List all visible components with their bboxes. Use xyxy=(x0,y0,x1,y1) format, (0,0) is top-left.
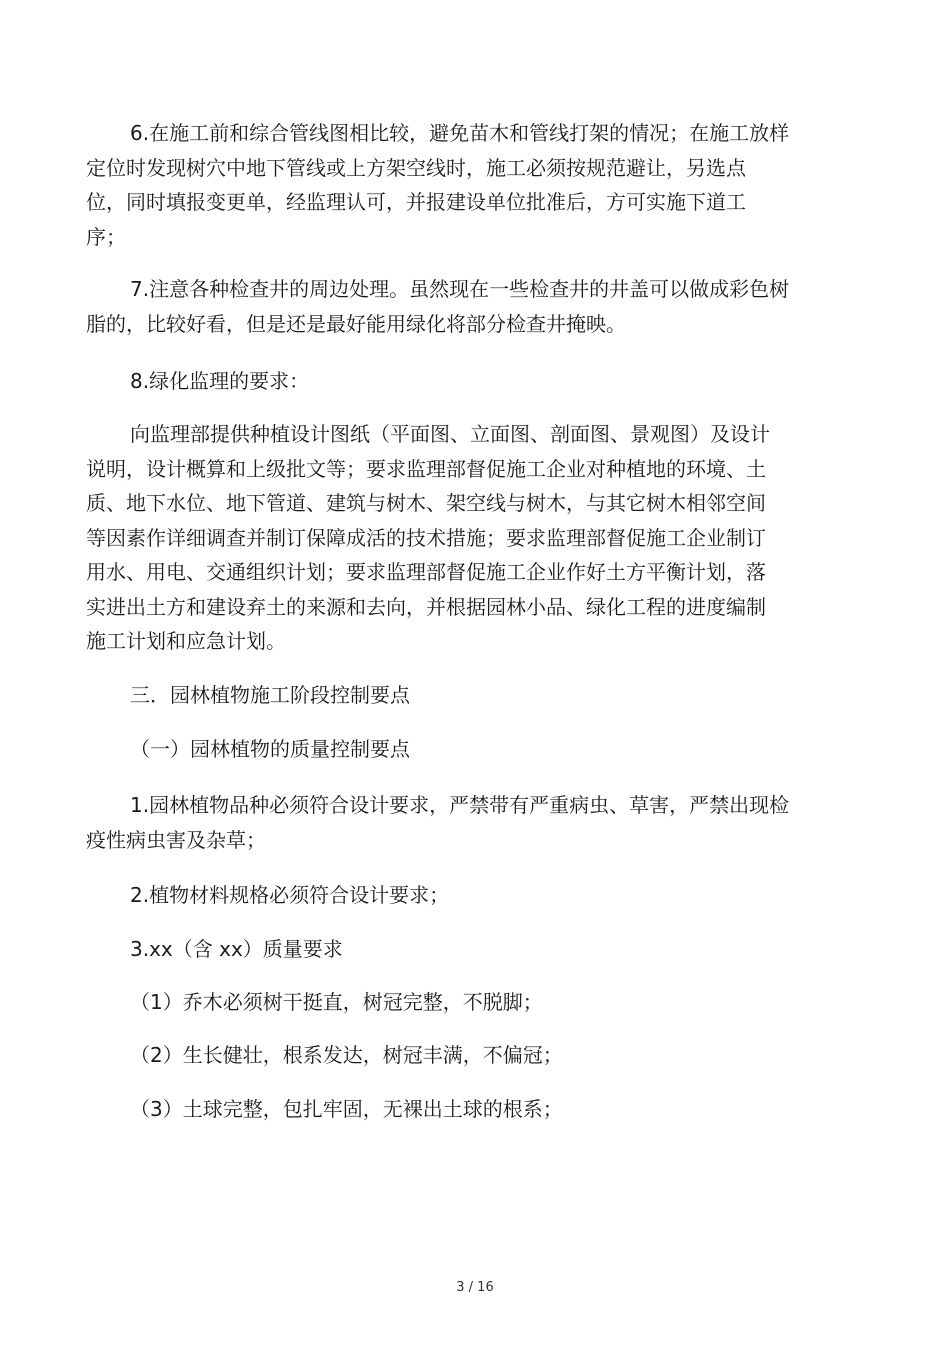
text-line: 说明，设计概算和上级批文等；要求监理部督促施工企业对种植地的环境、土 xyxy=(86,456,766,481)
text-line: 8.绿化监理的要求： xyxy=(130,369,310,393)
paragraph-item-7 xyxy=(86,272,821,341)
text-line: 3.xx（含 xx）质量要求 xyxy=(130,937,343,961)
text-line: 质、地下水位、地下管道、建筑与树木、架空线与树木，与其它树木相邻空间 xyxy=(86,491,766,515)
quality-item-1 xyxy=(86,788,821,857)
text-line: （1）乔木必须树干挺直，树冠完整，不脱脚； xyxy=(130,990,543,1014)
paragraph-item-8-body xyxy=(86,417,821,659)
text-line: （2）生长健壮，根系发达，树冠丰满，不偏冠； xyxy=(130,1043,563,1067)
quality-subitem-1 xyxy=(86,985,821,1020)
text-line: 2.植物材料规格必须符合设计要求； xyxy=(130,883,450,907)
text-line: 施工计划和应急计划。 xyxy=(86,629,286,653)
text-line: 序； xyxy=(86,224,126,249)
text-line: 脂的，比较好看，但是还是最好能用绿化将部分检查井掩映。 xyxy=(86,311,626,336)
subsection-heading-1 xyxy=(86,732,821,767)
page-number: 3 / 16 xyxy=(456,1280,494,1295)
quality-subitem-3 xyxy=(86,1092,821,1127)
text-line: 定位时发现树穴中地下管线或上方架空线时，施工必须按规范避让，另选点 xyxy=(86,155,746,180)
quality-item-2 xyxy=(86,878,821,913)
paragraph-item-6 xyxy=(86,116,821,254)
quality-subitem-2 xyxy=(86,1038,821,1073)
text-line: （3）土球完整，包扎牢固，无裸出土球的根系； xyxy=(130,1097,563,1121)
text-line: 等因素作详细调查并制订保障成活的技术措施；要求监理部督促施工企业制订 xyxy=(86,525,766,550)
paragraph-item-8-heading xyxy=(86,364,821,399)
section-heading-3 xyxy=(86,678,821,713)
text-line: 6.在施工前和综合管线图相比较，避免苗木和管线打架的情况；在施工放样 xyxy=(130,121,790,145)
text-line: 7.注意各种检查井的周边处理。虽然现在一些检查井的井盖可以做成彩色树 xyxy=(130,277,790,301)
text-line: 疫性病虫害及杂草； xyxy=(86,827,266,852)
quality-item-3 xyxy=(86,932,821,967)
text-line: 实进出土方和建设弃土的来源和去向，并根据园林小品、绿化工程的进度编制 xyxy=(86,594,766,619)
text-line: 三．园林植物施工阶段控制要点 xyxy=(130,683,410,707)
text-line: 向监理部提供种植设计图纸（平面图、立面图、剖面图、景观图）及设计 xyxy=(130,422,770,446)
text-line: （一）园林植物的质量控制要点 xyxy=(130,737,410,761)
text-line: 用水、用电、交通组织计划；要求监理部督促施工企业作好土方平衡计划，落 xyxy=(86,560,766,584)
text-line: 位，同时填报变更单，经监理认可，并报建设单位批准后，方可实施下道工 xyxy=(86,190,746,214)
text-line: 1.园林植物品种必须符合设计要求，严禁带有严重病虫、草害，严禁出现检 xyxy=(130,793,790,817)
